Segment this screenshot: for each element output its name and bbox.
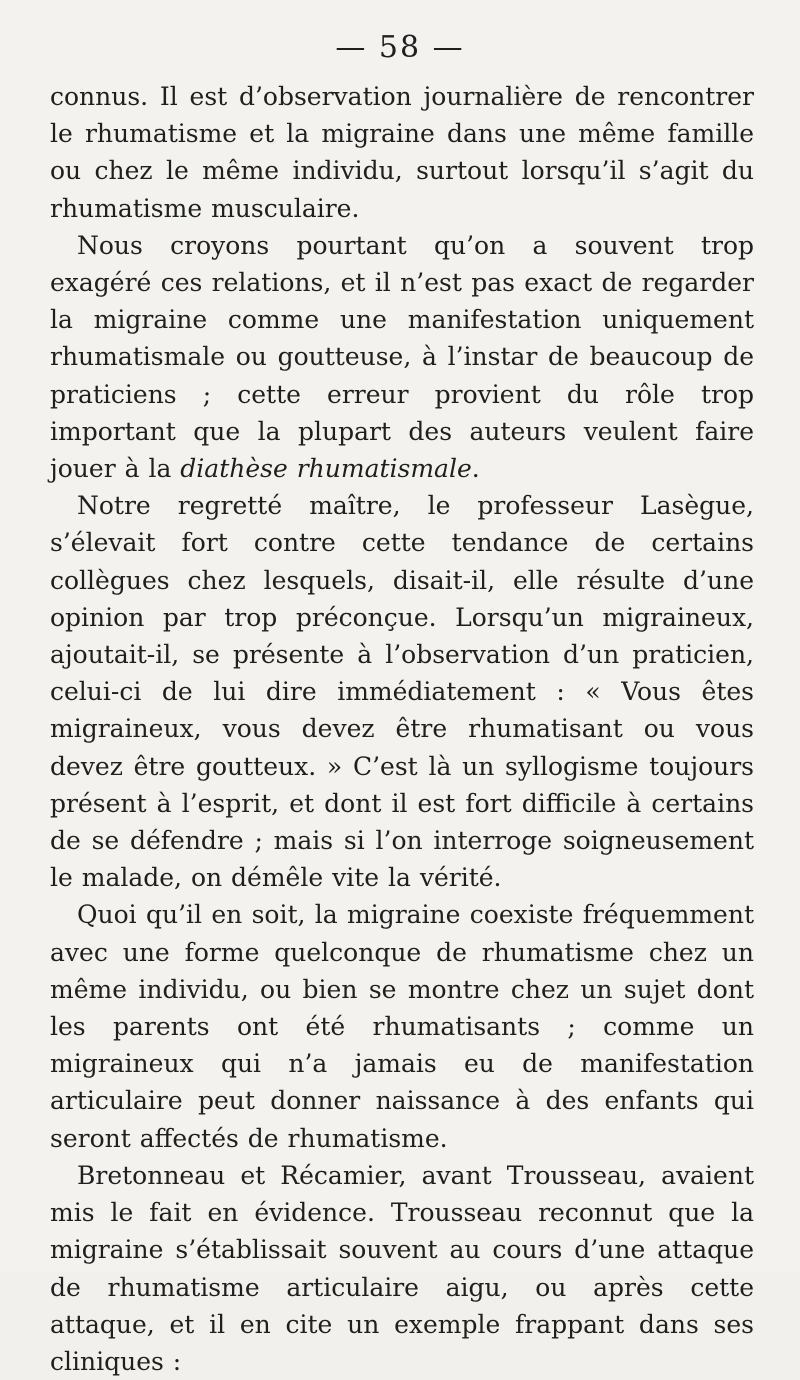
paragraph-2 xyxy=(50,227,754,487)
paragraph-2-end: . xyxy=(471,454,480,484)
paragraph-4: Quoi qu’il en soit, la migraine coexiste fréquemment avec une forme quelconque de rhumatisme chez un même individu, ou bien se montre chez un sujet dont les parents ont été rhumatisants ; comme un migraineux qui n’a jamais eu de manifestation articulaire peut donner naissance à des enfants qui seront affectés de rhumatisme. xyxy=(50,900,754,1153)
paragraph-3: Notre regretté maître, le professeur Lasègue, s’élevait fort contre cette tendance de certains collègues chez lesquels, disait-il, elle résulte d’une opinion par trop préconçue. Lorsqu’un migraineux, ajoutait-il, se présente à l’observation d’un praticien, celui-ci de lui dire immédiatement : « Vous êtes migraineux, vous devez être rhumatisant ou vous devez être goutteux. » C’est là un syllogisme toujours présent à l’esprit, et dont il est fort difficile à certains de se défendre ; mais si l’on interroge soigneusement le malade, on démêle vite la vérité. xyxy=(50,491,754,893)
page-number: — 58 — xyxy=(335,30,465,65)
paragraph-1: connus. Il est d’observation journalière de rencontrer le rhumatisme et la migraine dans une même famille ou chez le même individu, surtout lorsqu’il s’agit du rhumatisme musculaire. xyxy=(50,82,754,223)
paragraph-5: Bretonneau et Récamier, avant Trousseau, avaient mis le fait en évidence. Trousseau reconnut que la migraine s’établissait souvent au cours d’une attaque de rhumatisme articulaire aigu, ou après cette attaque, et il en cite un exemple frappant dans ses cliniques : xyxy=(50,1160,754,1376)
paragraph-2-italic-term: diathèse rhumatismale xyxy=(180,454,472,484)
paragraph-2-text: Nous croyons pourtant qu’on a souvent trop exagéré ces relations, et il n’est pas exact de regarder la migraine comme une manifestation uniquement rhumatismale ou goutteuse, à l’instar de beaucoup de praticiens ; cette erreur provient du rôle trop important que la plupart des auteurs veulent faire jouer à la xyxy=(50,230,754,484)
body-text xyxy=(50,78,754,1380)
